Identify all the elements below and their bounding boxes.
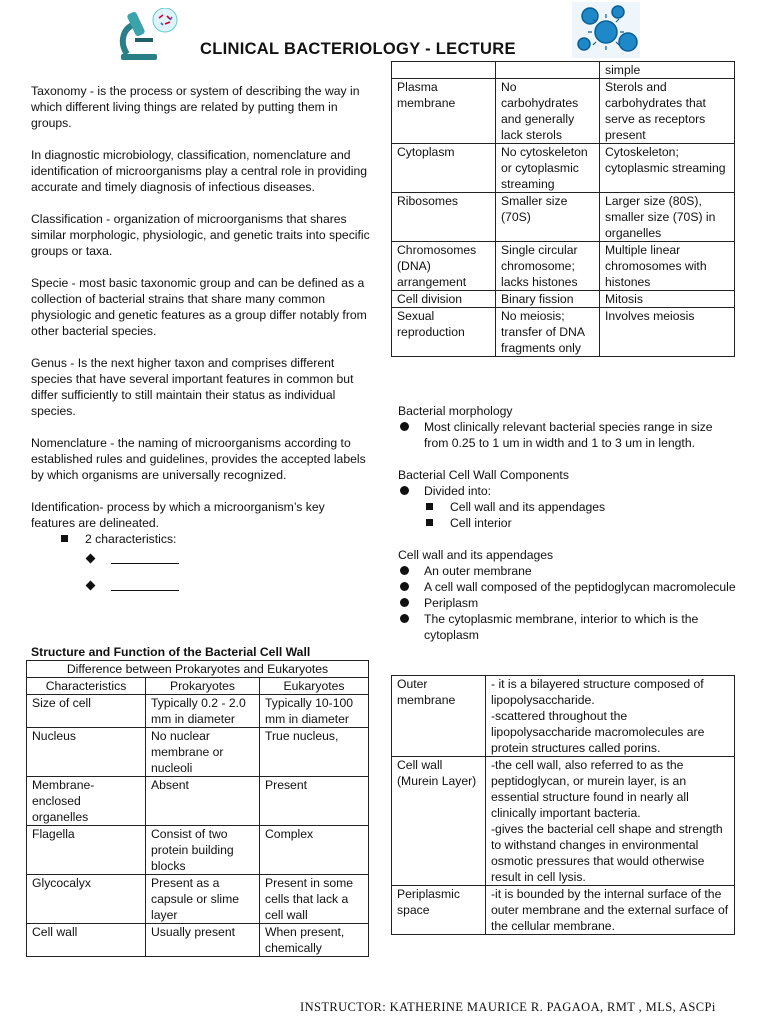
blank-line bbox=[111, 578, 179, 591]
table-cell: Cell division bbox=[392, 291, 496, 308]
table-cell: No meiosis; transfer of DNA fragments only bbox=[496, 308, 600, 357]
structure-name-cell: Outer membrane bbox=[392, 676, 486, 757]
divided-text: Divided into: bbox=[424, 484, 492, 498]
table-cell: Cytoskeleton; cytoplasmic streaming bbox=[600, 144, 735, 193]
morphology-heading: Bacterial morphology bbox=[398, 404, 513, 418]
table-cell: Smaller size (70S) bbox=[496, 193, 600, 242]
round-bullet-icon bbox=[400, 614, 409, 623]
section-heading: Structure and Function of the Bacterial Cell Wall bbox=[31, 645, 311, 659]
sub-item-cell-interior bbox=[424, 515, 738, 531]
taxonomy-paragraph: Taxonomy - is the process or system of describing the way in which different living things are related by putting them in groups. bbox=[31, 84, 360, 130]
table-cell: Membrane-enclosed organelles bbox=[27, 777, 146, 826]
table-cell: When present, chemically bbox=[260, 924, 369, 957]
appendage-item bbox=[398, 563, 738, 579]
table-cell: Nucleus bbox=[27, 728, 146, 777]
diamond-bullet-icon bbox=[86, 581, 96, 591]
table-header-row bbox=[27, 678, 369, 695]
round-bullet-icon bbox=[400, 422, 409, 431]
appendage-item bbox=[398, 611, 738, 643]
characteristics-item bbox=[59, 531, 371, 547]
table-cell: Sterols and carbohydrates that serve as receptors present bbox=[600, 79, 735, 144]
table-cell: Usually present bbox=[146, 924, 260, 957]
table-cell: No cytoskeleton or cytoplasmic streaming bbox=[496, 144, 600, 193]
table-cell: Larger size (80S), smaller size (70S) in organelles bbox=[600, 193, 735, 242]
structure-description-cell bbox=[486, 757, 735, 886]
appendage-text: The cytoplasmic membrane, interior to which is the cytoplasm bbox=[424, 612, 699, 642]
table-cell: Size of cell bbox=[27, 695, 146, 728]
table-row bbox=[392, 79, 735, 144]
column-header: Eukaryotes bbox=[260, 678, 369, 695]
table-cell: simple bbox=[600, 62, 735, 79]
round-bullet-icon bbox=[400, 582, 409, 591]
table-cell: Typically 10-100 mm in diameter bbox=[260, 695, 369, 728]
sub-item-cell-wall bbox=[424, 499, 738, 515]
table-cell: Complex bbox=[260, 826, 369, 875]
diamond-bullet-icon bbox=[86, 554, 96, 564]
table-cell: Sexual reproduction bbox=[392, 308, 496, 357]
table-row bbox=[392, 242, 735, 291]
table-cell: No carbohydrates and generally lack sterols bbox=[496, 79, 600, 144]
table-row bbox=[27, 777, 369, 826]
appendages-heading: Cell wall and its appendages bbox=[398, 548, 554, 562]
sub-item-text: Cell interior bbox=[450, 516, 512, 530]
table-row bbox=[392, 676, 735, 757]
blank-item-1 bbox=[85, 551, 371, 568]
column-header: Characteristics bbox=[27, 678, 146, 695]
table-row bbox=[27, 826, 369, 875]
continued-comparison-table bbox=[391, 61, 735, 357]
table-cell bbox=[496, 62, 600, 79]
left-column bbox=[31, 83, 371, 595]
morphology-bullet bbox=[398, 419, 738, 451]
instructor-footer: INSTRUCTOR: KATHERINE MAURICE R. PAGAOA, RMT , MLS, ASCPi bbox=[300, 1000, 716, 1014]
table-row bbox=[392, 886, 735, 935]
appendage-item bbox=[398, 579, 738, 595]
round-bullet-icon bbox=[400, 598, 409, 607]
square-bullet-icon bbox=[426, 503, 433, 510]
appendage-item bbox=[398, 595, 738, 611]
page-title: CLINICAL BACTERIOLOGY - LECTURE bbox=[200, 40, 516, 58]
description-line: -gives the bacterial cell shape and strength to withstand changes in environmental osmotic pressures that would otherwise result in cell lysis. bbox=[491, 822, 723, 884]
table-cell: Involves meiosis bbox=[600, 308, 735, 357]
table-row bbox=[392, 757, 735, 886]
genus-paragraph: Genus - Is the next higher taxon and comprises different species that have several important features in common but differ sufficiently to still maintain their status as individual species. bbox=[31, 356, 354, 418]
sub-item-text: Cell wall and its appendages bbox=[450, 500, 606, 514]
description-line: -the cell wall, also referred to as the peptidoglycan, or murein layer, is an essential structure found in nearly all clinically important bacteria. bbox=[491, 758, 689, 820]
diagnostic-paragraph: In diagnostic microbiology, classification, nomenclature and identification of microorganisms play a central role in providing accurate and timely diagnosis of infectious diseases. bbox=[31, 148, 367, 194]
morphology-text: Most clinically relevant bacterial species range in size from 0.25 to 1 um in width and 1 to 3 um in length. bbox=[424, 420, 713, 450]
structure-description-cell bbox=[486, 886, 735, 935]
table-cell: Glycocalyx bbox=[27, 875, 146, 924]
table-cell: Present bbox=[260, 777, 369, 826]
identification-paragraph: Identification- process by which a microorganism’s key features are delineated. bbox=[31, 500, 325, 530]
table-cell: No nuclear membrane or nucleoli bbox=[146, 728, 260, 777]
cell-wall-structure-table bbox=[391, 675, 735, 935]
table-cell: Present as a capsule or slime layer bbox=[146, 875, 260, 924]
appendage-text: Periplasm bbox=[424, 596, 479, 610]
structure-name-cell: Periplasmic space bbox=[392, 886, 486, 935]
structure-description-cell bbox=[486, 676, 735, 757]
microscope-icon bbox=[115, 8, 187, 62]
bacteria-cluster-icon bbox=[572, 2, 640, 58]
table-cell: Absent bbox=[146, 777, 260, 826]
table-cell: Multiple linear chromosomes with histones bbox=[600, 242, 735, 291]
table-cell: Chromosomes (DNA) arrangement bbox=[392, 242, 496, 291]
square-bullet-icon bbox=[61, 535, 68, 542]
specie-paragraph: Specie - most basic taxonomic group and can be defined as a collection of bacterial strains that share many common physiologic and genetic features as a group differ notably from other bacterial species. bbox=[31, 276, 367, 338]
table-row bbox=[27, 728, 369, 777]
square-bullet-icon bbox=[426, 519, 433, 526]
table-row bbox=[392, 291, 735, 308]
structure-name-cell: Cell wall (Murein Layer) bbox=[392, 757, 486, 886]
characteristics-label: 2 characteristics: bbox=[85, 532, 177, 546]
table-cell: Present in some cells that lack a cell wall bbox=[260, 875, 369, 924]
table-cell: Single circular chromosome; lacks histones bbox=[496, 242, 600, 291]
table-row bbox=[27, 924, 369, 957]
nomenclature-paragraph: Nomenclature - the naming of microorganisms according to established rules and guidelines, provides the accepted labels by which organisms are universally recognized. bbox=[31, 436, 366, 482]
table-row bbox=[27, 695, 369, 728]
table-row bbox=[392, 193, 735, 242]
table-row bbox=[392, 62, 735, 79]
table-caption: Difference between Prokaryotes and Eukaryotes bbox=[27, 661, 369, 678]
round-bullet-icon bbox=[400, 486, 409, 495]
table-cell: Cytoplasm bbox=[392, 144, 496, 193]
right-column bbox=[398, 403, 738, 643]
table-caption-row bbox=[27, 661, 369, 678]
table-cell: Typically 0.2 - 2.0 mm in diameter bbox=[146, 695, 260, 728]
divided-item bbox=[398, 483, 738, 499]
description-line: - it is a bilayered structure composed of lipopolysaccharide. bbox=[491, 677, 704, 707]
table-row bbox=[392, 308, 735, 357]
table-cell: True nucleus, bbox=[260, 728, 369, 777]
appendage-text: A cell wall composed of the peptidoglycan macromolecule bbox=[424, 580, 736, 594]
table-cell: Plasma membrane bbox=[392, 79, 496, 144]
table-cell: Ribosomes bbox=[392, 193, 496, 242]
table-cell: Consist of two protein building blocks bbox=[146, 826, 260, 875]
blank-item-2 bbox=[85, 578, 371, 595]
table-cell: Mitosis bbox=[600, 291, 735, 308]
description-line: -it is bounded by the internal surface of the outer membrane and the external surface of the cellular membrane. bbox=[491, 887, 729, 933]
round-bullet-icon bbox=[400, 566, 409, 575]
prokaryote-eukaryote-table bbox=[26, 660, 369, 957]
table-row bbox=[27, 875, 369, 924]
classification-paragraph: Classification - organization of microorganisms that shares similar morphologic, physiologic, and genetic traits into specific groups or taxa. bbox=[31, 212, 370, 258]
table-cell: Cell wall bbox=[27, 924, 146, 957]
appendage-text: An outer membrane bbox=[424, 564, 532, 578]
table-cell: Binary fission bbox=[496, 291, 600, 308]
table-row bbox=[392, 144, 735, 193]
description-line: -scattered throughout the lipopolysaccharide macromolecules are protein structures called porins. bbox=[491, 709, 705, 755]
table-cell: Flagella bbox=[27, 826, 146, 875]
cell-wall-components-heading: Bacterial Cell Wall Components bbox=[398, 468, 569, 482]
table-cell bbox=[392, 62, 496, 79]
column-header: Prokaryotes bbox=[146, 678, 260, 695]
blank-line bbox=[111, 551, 179, 564]
